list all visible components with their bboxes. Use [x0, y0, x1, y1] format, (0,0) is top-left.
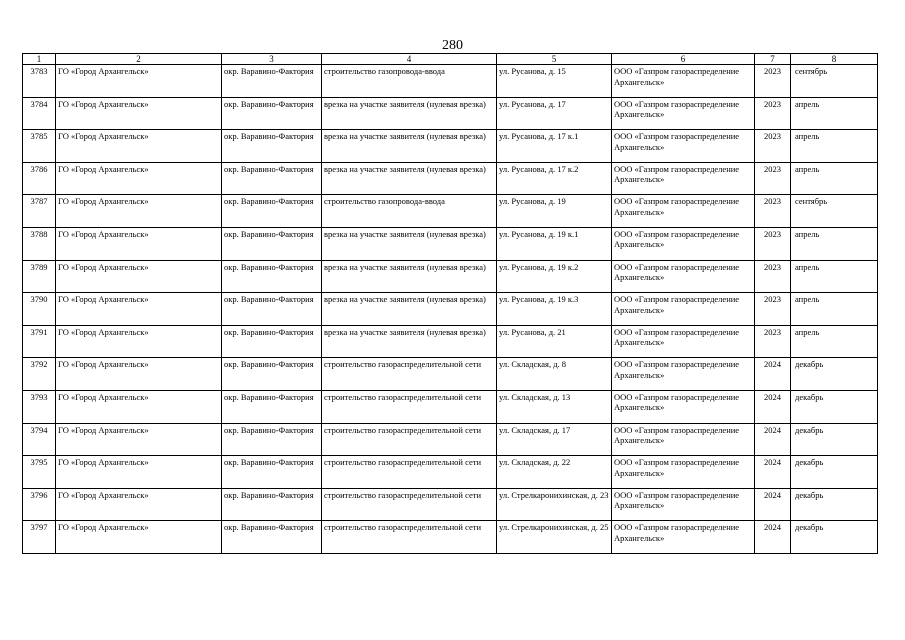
- row-number-cell: 3789: [23, 260, 56, 293]
- row-number-cell: 3783: [23, 65, 56, 98]
- address-cell: ул. Русанова, д. 19: [497, 195, 612, 228]
- work-type-cell: врезка на участке заявителя (нулевая врезка): [322, 162, 497, 195]
- month-cell: декабрь: [791, 488, 878, 521]
- organization-cell: ООО «Газпром газораспределение Архангельск»: [612, 325, 755, 358]
- table-row: [23, 195, 878, 228]
- month-cell: декабрь: [791, 358, 878, 391]
- work-type-cell: врезка на участке заявителя (нулевая врезка): [322, 130, 497, 163]
- col-header: 8: [791, 54, 878, 65]
- month-cell: апрель: [791, 162, 878, 195]
- month-cell: декабрь: [791, 423, 878, 456]
- organization-cell: ООО «Газпром газораспределение Архангельск»: [612, 456, 755, 489]
- municipality-cell: ГО «Город Архангельск»: [56, 521, 222, 554]
- table-row: [23, 227, 878, 260]
- col-header: 5: [497, 54, 612, 65]
- address-cell: ул. Стрелкаронихинская, д. 23: [497, 488, 612, 521]
- district-cell: окр. Варавино-Фактория: [222, 358, 322, 391]
- row-number-cell: 3786: [23, 162, 56, 195]
- municipality-cell: ГО «Город Архангельск»: [56, 358, 222, 391]
- organization-cell: ООО «Газпром газораспределение Архангельск»: [612, 423, 755, 456]
- district-cell: окр. Варавино-Фактория: [222, 488, 322, 521]
- month-cell: апрель: [791, 325, 878, 358]
- month-cell: апрель: [791, 293, 878, 326]
- row-number-cell: 3795: [23, 456, 56, 489]
- organization-cell: ООО «Газпром газораспределение Архангельск»: [612, 97, 755, 130]
- district-cell: окр. Варавино-Фактория: [222, 325, 322, 358]
- work-type-cell: строительство газораспределительной сети: [322, 456, 497, 489]
- row-number-cell: 3793: [23, 390, 56, 423]
- district-cell: окр. Варавино-Фактория: [222, 227, 322, 260]
- table-row: [23, 456, 878, 489]
- table-row: [23, 358, 878, 391]
- address-cell: ул. Русанова, д. 15: [497, 65, 612, 98]
- row-number-cell: 3791: [23, 325, 56, 358]
- col-header: 4: [322, 54, 497, 65]
- work-type-cell: строительство газораспределительной сети: [322, 423, 497, 456]
- table-row: [23, 130, 878, 163]
- month-cell: декабрь: [791, 390, 878, 423]
- month-cell: декабрь: [791, 456, 878, 489]
- organization-cell: ООО «Газпром газораспределение Архангельск»: [612, 260, 755, 293]
- address-cell: ул. Складская, д. 13: [497, 390, 612, 423]
- district-cell: окр. Варавино-Фактория: [222, 97, 322, 130]
- month-cell: апрель: [791, 260, 878, 293]
- work-type-cell: врезка на участке заявителя (нулевая врезка): [322, 325, 497, 358]
- work-type-cell: строительство газораспределительной сети: [322, 488, 497, 521]
- table-row: [23, 521, 878, 554]
- year-cell: 2024: [755, 390, 791, 423]
- row-number-cell: 3784: [23, 97, 56, 130]
- organization-cell: ООО «Газпром газораспределение Архангельск»: [612, 227, 755, 260]
- address-cell: ул. Складская, д. 22: [497, 456, 612, 489]
- municipality-cell: ГО «Город Архангельск»: [56, 325, 222, 358]
- organization-cell: ООО «Газпром газораспределение Архангельск»: [612, 390, 755, 423]
- district-cell: окр. Варавино-Фактория: [222, 423, 322, 456]
- organization-cell: ООО «Газпром газораспределение Архангельск»: [612, 521, 755, 554]
- year-cell: 2023: [755, 293, 791, 326]
- table-row: [23, 293, 878, 326]
- year-cell: 2024: [755, 423, 791, 456]
- municipality-cell: ГО «Город Архангельск»: [56, 130, 222, 163]
- year-cell: 2024: [755, 488, 791, 521]
- municipality-cell: ГО «Город Архангельск»: [56, 260, 222, 293]
- year-cell: 2024: [755, 456, 791, 489]
- district-cell: окр. Варавино-Фактория: [222, 130, 322, 163]
- organization-cell: ООО «Газпром газораспределение Архангельск»: [612, 162, 755, 195]
- address-cell: ул. Русанова, д. 17: [497, 97, 612, 130]
- work-type-cell: врезка на участке заявителя (нулевая врезка): [322, 97, 497, 130]
- organization-cell: ООО «Газпром газораспределение Архангельск»: [612, 488, 755, 521]
- table-row: [23, 65, 878, 98]
- month-cell: апрель: [791, 130, 878, 163]
- year-cell: 2023: [755, 195, 791, 228]
- municipality-cell: ГО «Город Архангельск»: [56, 293, 222, 326]
- year-cell: 2023: [755, 65, 791, 98]
- month-cell: сентябрь: [791, 195, 878, 228]
- address-cell: ул. Русанова, д. 21: [497, 325, 612, 358]
- row-number-cell: 3787: [23, 195, 56, 228]
- municipality-cell: ГО «Город Архангельск»: [56, 456, 222, 489]
- organization-cell: ООО «Газпром газораспределение Архангельск»: [612, 65, 755, 98]
- table-row: [23, 325, 878, 358]
- table-row: [23, 97, 878, 130]
- col-header: 6: [612, 54, 755, 65]
- address-cell: ул. Русанова, д. 17 к.2: [497, 162, 612, 195]
- row-number-cell: 3797: [23, 521, 56, 554]
- municipality-cell: ГО «Город Архангельск»: [56, 65, 222, 98]
- organization-cell: ООО «Газпром газораспределение Архангельск»: [612, 358, 755, 391]
- table-row: [23, 260, 878, 293]
- col-header: 7: [755, 54, 791, 65]
- table-row: [23, 162, 878, 195]
- work-type-cell: строительство газопровода-ввода: [322, 195, 497, 228]
- row-number-cell: 3794: [23, 423, 56, 456]
- col-header: 2: [56, 54, 222, 65]
- district-cell: окр. Варавино-Фактория: [222, 195, 322, 228]
- table-row: [23, 390, 878, 423]
- district-cell: окр. Варавино-Фактория: [222, 456, 322, 489]
- municipality-cell: ГО «Город Архангельск»: [56, 488, 222, 521]
- row-number-cell: 3785: [23, 130, 56, 163]
- municipality-cell: ГО «Город Архангельск»: [56, 97, 222, 130]
- work-type-cell: врезка на участке заявителя (нулевая врезка): [322, 227, 497, 260]
- year-cell: 2023: [755, 162, 791, 195]
- address-cell: ул. Русанова, д. 19 к.2: [497, 260, 612, 293]
- address-cell: ул. Русанова, д. 19 к.3: [497, 293, 612, 326]
- year-cell: 2024: [755, 358, 791, 391]
- address-cell: ул. Русанова, д. 17 к.1: [497, 130, 612, 163]
- municipality-cell: ГО «Город Архангельск»: [56, 390, 222, 423]
- organization-cell: ООО «Газпром газораспределение Архангельск»: [612, 195, 755, 228]
- address-cell: ул. Складская, д. 8: [497, 358, 612, 391]
- row-number-cell: 3792: [23, 358, 56, 391]
- district-cell: окр. Варавино-Фактория: [222, 162, 322, 195]
- work-type-cell: строительство газораспределительной сети: [322, 390, 497, 423]
- municipality-cell: ГО «Город Архангельск»: [56, 423, 222, 456]
- district-cell: окр. Варавино-Фактория: [222, 390, 322, 423]
- year-cell: 2023: [755, 130, 791, 163]
- row-number-cell: 3788: [23, 227, 56, 260]
- year-cell: 2023: [755, 97, 791, 130]
- address-cell: ул. Складская, д. 17: [497, 423, 612, 456]
- month-cell: декабрь: [791, 521, 878, 554]
- table-row: [23, 488, 878, 521]
- page-number: 280: [442, 38, 463, 53]
- year-cell: 2024: [755, 521, 791, 554]
- month-cell: сентябрь: [791, 65, 878, 98]
- work-type-cell: строительство газораспределительной сети: [322, 521, 497, 554]
- work-type-cell: врезка на участке заявителя (нулевая врезка): [322, 293, 497, 326]
- month-cell: апрель: [791, 227, 878, 260]
- organization-cell: ООО «Газпром газораспределение Архангельск»: [612, 293, 755, 326]
- row-number-cell: 3790: [23, 293, 56, 326]
- address-cell: ул. Русанова, д. 19 к.1: [497, 227, 612, 260]
- district-cell: окр. Варавино-Фактория: [222, 260, 322, 293]
- municipality-cell: ГО «Город Архангельск»: [56, 227, 222, 260]
- gas-works-table: [22, 53, 878, 554]
- district-cell: окр. Варавино-Фактория: [222, 521, 322, 554]
- year-cell: 2023: [755, 325, 791, 358]
- row-number-cell: 3796: [23, 488, 56, 521]
- address-cell: ул. Стрелкаронихинская, д. 25: [497, 521, 612, 554]
- table-row: [23, 423, 878, 456]
- col-header: 1: [23, 54, 56, 65]
- header-row: [23, 54, 878, 65]
- district-cell: окр. Варавино-Фактория: [222, 293, 322, 326]
- work-type-cell: строительство газопровода-ввода: [322, 65, 497, 98]
- month-cell: апрель: [791, 97, 878, 130]
- district-cell: окр. Варавино-Фактория: [222, 65, 322, 98]
- municipality-cell: ГО «Город Архангельск»: [56, 195, 222, 228]
- organization-cell: ООО «Газпром газораспределение Архангельск»: [612, 130, 755, 163]
- work-type-cell: врезка на участке заявителя (нулевая врезка): [322, 260, 497, 293]
- year-cell: 2023: [755, 227, 791, 260]
- municipality-cell: ГО «Город Архангельск»: [56, 162, 222, 195]
- year-cell: 2023: [755, 260, 791, 293]
- work-type-cell: строительство газораспределительной сети: [322, 358, 497, 391]
- col-header: 3: [222, 54, 322, 65]
